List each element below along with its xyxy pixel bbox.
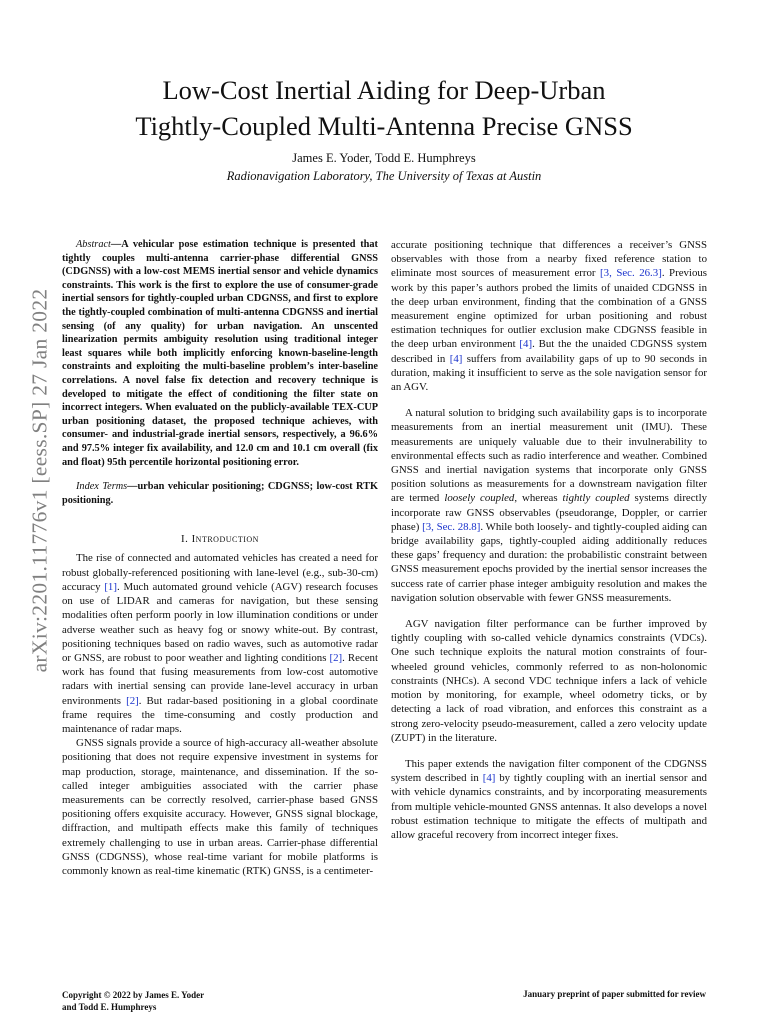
citation-link[interactable]: [2] <box>126 694 139 707</box>
text-run: suffers from availability gaps of up to 90 seconds in duration, making it insufficient to serve as the sole navigation sensor for an AGV. <box>391 352 707 394</box>
intro-paragraph-4: AGV navigation filter performance can be further improved by tightly coupling with so-called vehicle dynamics constraints (VDCs). One such technique exploits the natural motion constraints of four-wheeled ground vehicles, commonly referred to as non-holonomic constraints (NHCs). A second VDC technique infers a lack of vehicle motion by monitoring, for example, wheel odometry ticks, or by detecting a lack of road vibration, and enforces this constraint as a strong zero-velocity pseudo-measurement, called a zero velocity update (ZUPT) in the literature. <box>391 618 707 744</box>
text-run: accurate positioning technique that differences a receiver’s GNSS observables with those from a nearby fixed reference station to eliminate most sources of measurement error <box>391 239 707 280</box>
footer-preprint-note: January preprint of paper submitted for review <box>523 989 706 999</box>
citation-link[interactable]: [4] <box>519 338 533 351</box>
text-run: . But the the unaided CDGNSS system described in <box>391 338 707 365</box>
text-run: . Much automated ground vehicle (AGV) research focuses on use of LIDAR and cameras for navigation, but these sensing modalities often perform poorly in low illumination conditions or under adverse weather such as heavy fog or snowy white-out. By contrast, positioning techniques based on radio waves, such as automotive radar or GNSS, are robust to poor weather and lighting conditions <box>62 580 379 664</box>
citation-link[interactable]: [1] <box>104 580 117 593</box>
authors: James E. Yoder, Todd E. Humphreys <box>292 151 476 165</box>
text-run: This paper extends the navigation filter component of the CDGNSS system described in <box>391 757 707 785</box>
text-run: . Previous work by this paper’s authors probed the limits of unaided CDGNSS in the deep urban environment, finding that the combination of a GNSS measurement engine optimized for urban positioning and robust estimation techniques for outlier exclusion make CDGNSS feasible in the deep urban environment <box>391 267 708 351</box>
emphasis: tightly coupled <box>562 492 630 505</box>
text-run: . But radar-based positioning in a global coordinate frame requires the time-consuming and costly production and maintenance of radar maps. <box>62 694 378 735</box>
title-line-1: Low-Cost Inertial Aiding for Deep-Urban <box>162 75 606 105</box>
section-heading-introduction: I. Introduction <box>181 533 259 546</box>
intro-paragraph-2: GNSS signals provide a source of high-accuracy all-weather absolute positioning that does not require expensive investment in systems for map production, storage, maintenance, and dissemination. If the so-called integer ambiguities associated with the carrier phase measurements can be correctly resolved, carrier-phase based GNSS positioning offers exquisite accuracy. However, GNSS signal blockage, diffraction, and multipath effects make this family of techniques extremely challenging to use in urban areas. Carrier-phase differential GNSS (CDGNSS), whose real-time variant for mobile platforms is commonly known as real-time kinematic (RTK) GNSS, is a centimeter- <box>62 737 378 877</box>
right-column <box>391 238 707 842</box>
index-terms-text: —urban vehicular positioning; CDGNSS; low-cost RTK positioning. <box>62 481 378 506</box>
abstract <box>62 238 378 469</box>
citation-link[interactable]: [4] <box>449 352 463 365</box>
abstract-lead: Abstract <box>76 239 111 250</box>
text-run: A natural solution to bridging such availability gaps is to incorporate measurements from an inertial measurement unit (IMU). These measurements are uniquely valuable due to their invulnerability to environmental effects such as radio interference and weather. Combined GNSS and inertial navigation systems that incorporate only GNSS position solutions as measurements for a downstream navigation filter are termed <box>391 407 707 505</box>
citation-link[interactable]: [4] <box>482 772 496 785</box>
arxiv-sidebar <box>20 270 60 690</box>
abstract-text: —A vehicular pose estimation technique is presented that tightly couples multi-antenna carrier-phase differential GNSS (CDGNSS) with a low-cost MEMS inertial sensor and vehicle dynamics constraints. This work is the first to explore the use of consumer-grade inertial sensors for tightly-coupled urban CDGNSS, and first to explore the tightly-coupled combination of multi-antenna CDGNSS and inertial sensing (of any quality) for urban navigation. An unscented linearization permits ambiguity resolution using traditional integer least squares while both implicitly enforcing known-baseline-length constraints and exploiting the multi-baseline problem’s inter-baseline correlations. A novel false fix detection and recovery technique is developed to mitigate the effect of conditioning the filter state on incorrect integers. When evaluated on the publicly-available TEX-CUP urban positioning dataset, the proposed technique achieves, with consumer- and industrial-grade inertial sensors, respectively, a 96.6% and 97.5% integer fix availability, and 12.0 cm and 10.1 cm overall (fix and float) 95th percentile horizontal positioning error. <box>62 239 378 468</box>
affiliation: Radionavigation Laboratory, The University of Texas at Austin <box>226 169 542 183</box>
text-run: by tightly coupling with an inertial sensor and with vehicle dynamics constraints, and by incorporating measurements from multiple vehicle-mounted GNSS antennas. It also develops a novel robust estimation technique to mitigate the effects of multipath and allow graceful recovery from incorrect integer fixes. <box>391 772 707 841</box>
intro-paragraph-5 <box>391 757 707 842</box>
text-run: The rise of connected and automated vehicles has created a need for robust globally-referenced positioning with lane-level (e.g., sub-30-cm) accuracy <box>62 552 378 593</box>
intro-paragraph-2-continued <box>391 238 707 394</box>
paper-title <box>62 72 706 144</box>
citation-link[interactable]: [3, Sec. 28.8] <box>422 520 481 533</box>
title-line-2: Tightly-Coupled Multi-Antenna Precise GNSS <box>135 111 633 141</box>
text-run: . Recent work has found that fusing measurements from low-cost automotive radars with inertial sensing can provide lane-level accuracy in urban environments <box>62 651 378 707</box>
text-run: , whereas <box>514 492 563 505</box>
arxiv-identifier[interactable]: arXiv:2201.11776v1 [eess.SP] 27 Jan 2022 <box>27 288 52 672</box>
intro-paragraph-3 <box>391 406 707 605</box>
citation-link[interactable]: [2] <box>329 651 343 664</box>
citation-link[interactable]: [3, Sec. 26.3] <box>600 267 662 280</box>
copyright-line-2: and Todd E. Humphreys <box>62 1002 157 1012</box>
footer-copyright <box>62 989 362 1013</box>
intro-paragraph-1 <box>62 551 378 736</box>
index-terms <box>62 480 378 507</box>
left-column <box>62 238 378 878</box>
emphasis: loosely coupled <box>444 492 515 505</box>
text-run: systems directly incorporate raw GNSS observables (pseudorange, Doppler, or carrier phase) <box>391 492 708 533</box>
copyright-line-1: Copyright © 2022 by James E. Yoder <box>62 990 205 1000</box>
text-run: . While both loosely- and tightly-coupled aiding can bridge availability gaps, tightly-coupled aiding additionally reduces these gaps’ frequency and duration: the probabilistic constraint between GNSS measurement epochs provided by the inertial sensor increases the success rate of carrier phase integer ambiguity resolution and makes the navigation solution observable with fewer GNSS measurements. <box>391 520 708 604</box>
index-terms-lead: Index Terms <box>76 481 128 493</box>
